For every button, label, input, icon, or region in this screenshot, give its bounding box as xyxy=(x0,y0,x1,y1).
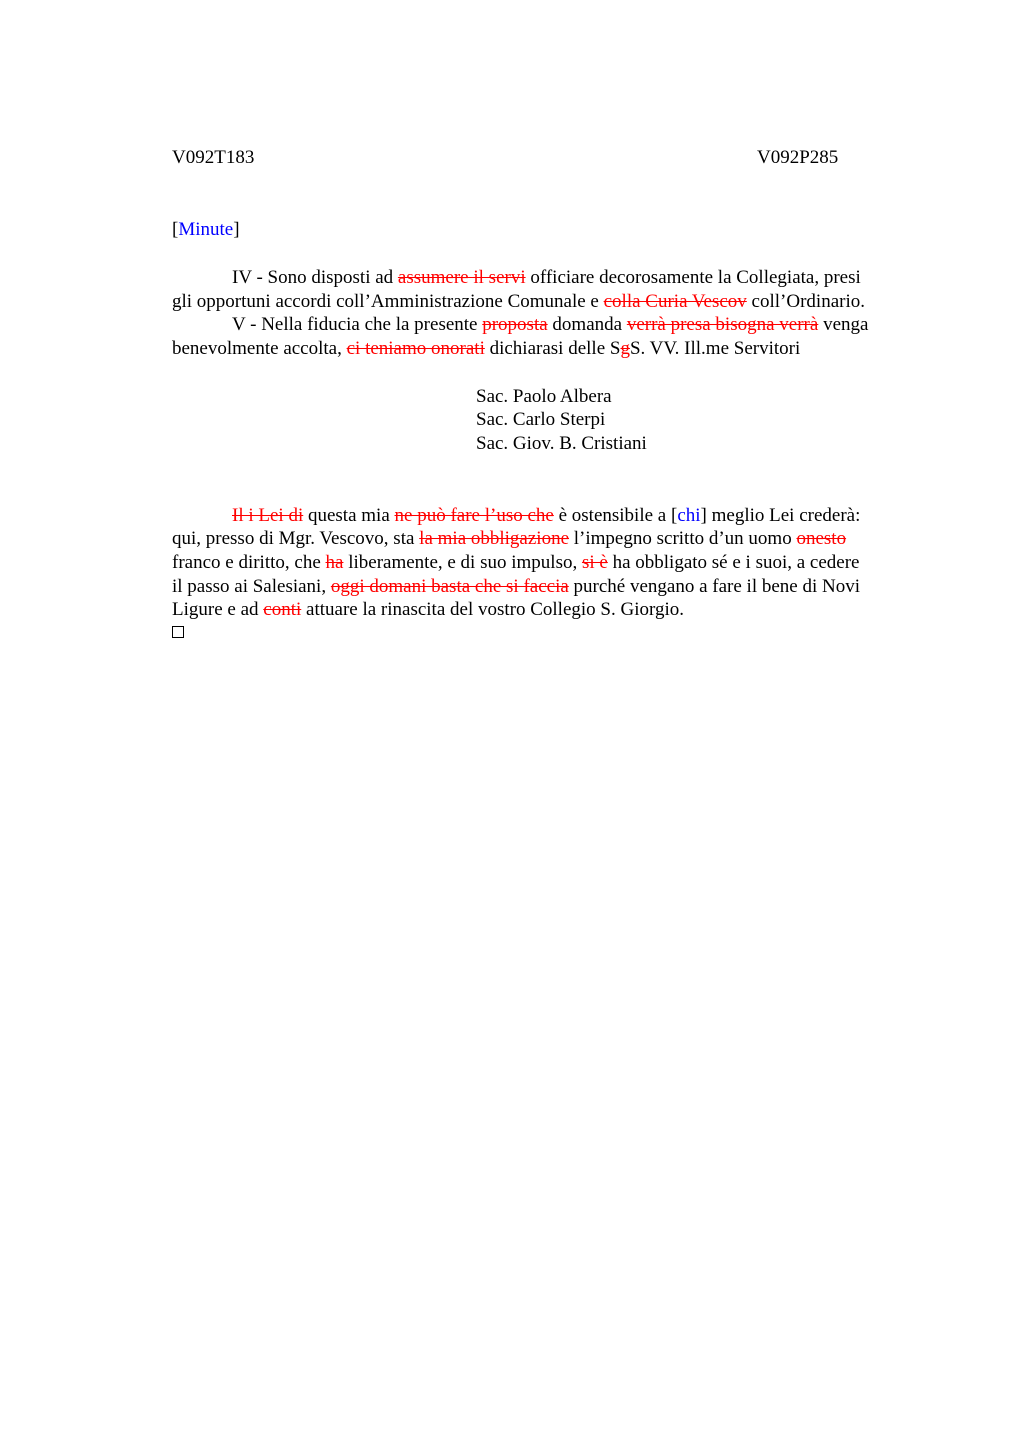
deletion: ne può fare l’uso che xyxy=(394,505,554,526)
deletion: oggi domani basta che si faccia xyxy=(330,576,569,597)
text-segment: il passo ai Salesiani, xyxy=(172,576,331,597)
end-square-icon xyxy=(172,626,184,638)
text-segment: venga xyxy=(818,314,869,335)
deletion: ci teniamo onorati xyxy=(346,338,485,359)
text-segment: Ligure e ad xyxy=(172,599,264,620)
text-segment: purché vengano a fare il bene di Novi xyxy=(568,576,860,597)
editorial-insertion: chi xyxy=(677,505,701,526)
text-segment: questa mia xyxy=(303,505,395,526)
postscript-line-1 xyxy=(232,504,860,528)
text-segment: qui, presso di Mgr. Vescovo, sta xyxy=(172,528,420,549)
text-segment: IV - Sono disposti ad xyxy=(232,267,398,288)
text-segment: ha obbligato sé e i suoi, a cedere xyxy=(607,552,860,573)
text-segment: V - Nella fiducia che la presente xyxy=(232,314,483,335)
postscript-line-4 xyxy=(172,575,860,599)
text-segment: officiare decorosamente la Collegiata, presi xyxy=(525,267,861,288)
text-segment: gli opportuni accordi coll’Amministrazione Comunale e xyxy=(172,291,604,312)
deletion: ha xyxy=(325,552,344,573)
text-segment: benevolmente accolta, xyxy=(172,338,347,359)
deletion: conti xyxy=(263,599,302,620)
deletion: la mia obbligazione xyxy=(419,528,570,549)
deletion: proposta xyxy=(482,314,548,335)
text-segment: domanda xyxy=(547,314,627,335)
text-segment: S. VV. Ill.me Servitori xyxy=(629,338,801,359)
bracket-close: ] xyxy=(233,219,240,240)
deletion: si è xyxy=(581,552,608,573)
bracket-open: [ xyxy=(172,219,179,240)
postscript-line-3 xyxy=(172,551,860,575)
text-segment: è ostensibile a [ xyxy=(553,505,678,526)
postscript-line-5 xyxy=(172,598,684,622)
deletion: onesto xyxy=(796,528,847,549)
signature-1: Sac. Paolo Albera xyxy=(476,386,612,407)
text-segment: attuare la rinascita del vostro Collegio S. Giorgio. xyxy=(301,599,685,620)
section-label xyxy=(172,218,240,242)
text-segment: ] meglio Lei crederà: xyxy=(700,505,861,526)
para-iv-line-1 xyxy=(232,266,861,290)
deletion: assumere il servi xyxy=(397,267,526,288)
text-segment: liberamente, e di suo impulso, xyxy=(343,552,582,573)
para-v-line-2 xyxy=(172,337,800,361)
text-segment: l’impegno scritto d’un uomo xyxy=(569,528,797,549)
header-left-code: V092T183 xyxy=(172,147,255,168)
deletion: g xyxy=(620,338,630,359)
signature-2: Sac. Carlo Sterpi xyxy=(476,409,606,430)
text-segment: dichiarasi delle S xyxy=(484,338,621,359)
para-iv-line-2 xyxy=(172,290,865,314)
deletion: Il i Lei di xyxy=(232,505,304,526)
editorial-label: Minute xyxy=(178,219,234,240)
header-right-code: V092P285 xyxy=(757,147,839,168)
deletion: verrà presa bisogna verrà xyxy=(626,314,819,335)
para-v-line-1 xyxy=(232,313,868,337)
signature-3: Sac. Giov. B. Cristiani xyxy=(476,433,647,454)
deletion: colla Curia Vescov xyxy=(603,291,747,312)
text-segment: franco e diritto, che xyxy=(172,552,326,573)
postscript-line-2 xyxy=(172,527,846,551)
text-segment: coll’Ordinario. xyxy=(746,291,865,312)
